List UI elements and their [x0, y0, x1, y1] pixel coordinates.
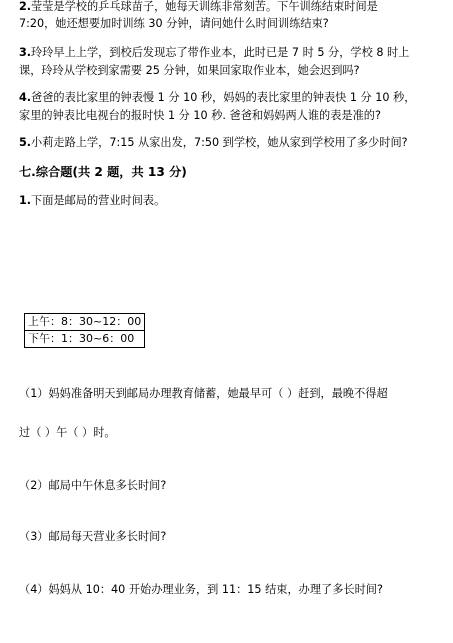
q2-number: 2. — [19, 0, 32, 13]
q4-text-1: 爸爸的表比家里的钟表慢 1 分 10 秒，妈妈的表比家里的钟表快 1 分 10 秒， — [31, 91, 416, 104]
q4-line2: 家里的钟表比电视台的报时快 1 分 10 秒. 爸爸和妈妈两人谁的表是准的? — [19, 109, 381, 122]
q4-number: 4. — [19, 91, 32, 104]
q7-1-line — [19, 191, 441, 211]
q7-1-number: 1. — [19, 194, 32, 207]
hours-afternoon: 下午：1：30~6：00 — [25, 331, 145, 348]
subquestion-1-line2: 过（ ）午（ ）时。 — [19, 426, 116, 439]
q2-text-1: 莹莹是学校的乒乓球苗子，她每天训练非常刻苦。下午训练结束时间是 — [31, 0, 378, 13]
subquestion-3: （3）邮局每天营业多长时间? — [19, 530, 167, 543]
hours-morning: 上午：8：30~12：00 — [25, 314, 145, 331]
q3-line2: 课，玲玲从学校到家需要 25 分钟，如果回家取作业本，她会迟到吗? — [19, 64, 360, 77]
q4-line1 — [19, 88, 441, 108]
q3-line1 — [19, 43, 441, 63]
q5-number: 5. — [19, 136, 32, 149]
q7-1-text: 下面是邮局的营业时间表。 — [31, 194, 166, 207]
subquestion-2: （2）邮局中午休息多长时间? — [19, 479, 167, 492]
q5-text: 小莉走路上学，7:15 从家出发，7:50 到学校，她从家到学校用了多少时间? — [31, 136, 408, 149]
subquestion-4: （4）妈妈从 10：40 开始办理业务，到 11：15 结束，办理了多长时间? — [19, 583, 383, 596]
hours-row-morning — [25, 314, 145, 331]
q5-line — [19, 133, 441, 153]
post-office-hours-table — [24, 313, 145, 348]
subquestion-1-line1: （1）妈妈准备明天到邮局办理教育储蓄，她最早可（ ）赶到，最晚不得超 — [19, 387, 388, 400]
q3-text-1: 玲玲早上上学，到校后发现忘了带作业本，此时已是 7 时 5 分，学校 8 时上 — [31, 46, 410, 59]
section-7-title: 七.综合题(共 2 题，共 13 分) — [19, 165, 187, 179]
hours-row-afternoon — [25, 331, 145, 348]
q3-number: 3. — [19, 46, 32, 59]
q2-line2: 7:20，她还想要加时训练 30 分钟，请问她什么时间训练结束? — [19, 17, 329, 30]
